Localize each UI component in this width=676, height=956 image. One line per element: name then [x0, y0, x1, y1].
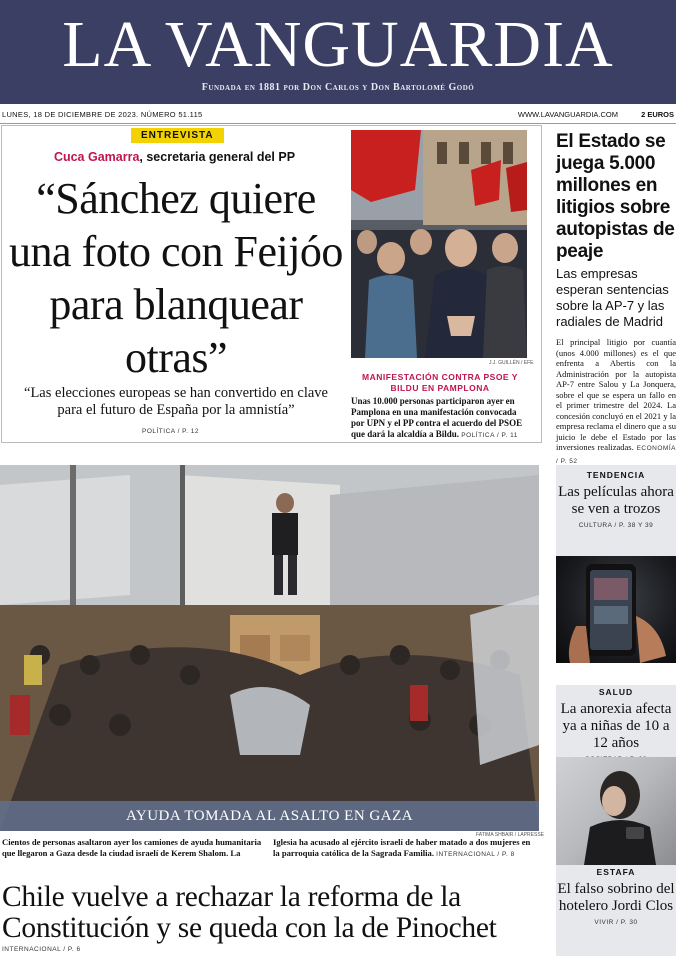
interview-story[interactable]	[1, 125, 542, 443]
demonstration-headline[interactable]: MANIFESTACIÓN CONTRA PSOE Y BILDU EN PAMPLONA	[362, 372, 518, 393]
tolls-text: El principal litigio por cuantía (unos 4.000 millones) es el que enfrenta a Abertis con la Administración por la autopista AP-7 entre Salou y La Jonquera, sobre el que se espera un fallo en el primer trimestre del 2024. La concesión concluyó en el 2021 y la empresa reclama el dinero que a su juicio le debe el Estado por las inversiones realizadas.	[556, 337, 676, 452]
scam-label: ESTAFA	[596, 867, 636, 877]
gaza-text-col2	[273, 837, 539, 860]
interview-headline[interactable]: “Sánchez quiere una foto con Feijóo para blanquear otras”	[9, 174, 343, 382]
health-label: SALUD	[598, 687, 634, 697]
woman-phone-photo[interactable]	[556, 757, 676, 865]
phone-photo-art	[556, 556, 676, 663]
demonstration-photo[interactable]	[351, 130, 527, 358]
gaza-photo[interactable]	[0, 465, 539, 831]
health-headline[interactable]: La anorexia afecta ya a niñas de 10 a 12 años	[560, 701, 672, 751]
chile-headline[interactable]: Chile vuelve a rechazar la reforma de la Constitución y se queda con la de Pinochet	[2, 881, 497, 944]
scam-page-ref[interactable]: VIVIR / P. 30	[594, 919, 638, 926]
demonstration-text	[351, 396, 529, 441]
founded-line: Fundada en 1881 por Don Carlos y Don Bartolomé Godó	[201, 82, 475, 93]
gaza-photo-art	[0, 465, 539, 831]
demonstration-photo-credit: J.J. GUILLÉN / EFE	[489, 360, 534, 366]
newspaper-logo[interactable]: LA VANGUARDIA	[62, 8, 614, 81]
interview-subject	[2, 150, 347, 164]
woman-photo-art	[556, 757, 676, 865]
masthead	[0, 0, 676, 104]
price: 2 EUROS	[641, 110, 674, 119]
trend-label: TENDENCIA	[586, 470, 646, 480]
gaza-text-col1: Cientos de personas asaltaron ayer los camiones de ayuda humanitaria que llegaron a Gaza desde la ciudad israelí de Kerem Shalom. La	[2, 837, 262, 858]
chile-page-ref[interactable]: INTERNACIONAL / P. 6	[2, 946, 81, 953]
issue-date: LUNES, 18 DE DICIEMBRE DE 2023. NÚMERO 51.115	[2, 110, 203, 119]
tolls-body	[556, 337, 676, 467]
scam-box[interactable]	[556, 865, 676, 956]
subject-name: Cuca Gamarra	[53, 150, 140, 164]
interview-page-ref[interactable]: POLÍTICA / P. 12	[142, 428, 200, 435]
health-box[interactable]	[556, 685, 676, 757]
dateline	[0, 106, 676, 124]
scam-headline[interactable]: El falso sobrino del hotelero Jordi Clos	[557, 881, 675, 914]
gaza-photo-credit: FATIMA SHBAIR / LAPRESSE	[476, 832, 544, 838]
trend-box[interactable]	[556, 465, 676, 556]
interview-tag: ENTREVISTA	[131, 128, 224, 143]
demonstration-photo-art	[351, 130, 527, 358]
gaza-page-ref[interactable]: INTERNACIONAL / P. 8	[436, 851, 515, 858]
gaza-caption[interactable]: AYUDA TOMADA AL ASALTO EN GAZA	[0, 801, 539, 831]
interview-subquote: “Las elecciones europeas se han convertido en clave para el futuro de España por la amnistía”	[24, 385, 328, 418]
gaza-text-col2-body: Iglesia ha acusado al ejército israelí de haber matado a dos mujeres en la parroquia católica de la Sagrada Familia.	[273, 837, 531, 858]
trend-page-ref[interactable]: CULTURA / P. 38 Y 39	[578, 522, 654, 529]
tolls-subheadline: Las empresas esperan sentencias sobre la AP-7 y las radiales de Madrid	[556, 266, 669, 329]
tolls-page-ref[interactable]: ECONOMÍA / P. 52	[556, 445, 676, 465]
phone-photo[interactable]	[556, 556, 676, 663]
tolls-headline[interactable]: El Estado se juega 5.000 millones en litigios sobre autopistas de peaje	[556, 131, 675, 262]
subject-role: , secretaria general del PP	[139, 150, 296, 164]
trend-headline[interactable]: Las películas ahora se ven a trozos	[558, 484, 674, 517]
demonstration-body: Unas 10.000 personas participaron ayer en Pamplona en una manifestación convocada por UPN y el PP contra el acuerdo del PSOE que dará la alcaldía a Bildu.	[351, 396, 523, 439]
demonstration-page-ref[interactable]: POLÍTICA / P. 11	[461, 432, 518, 439]
website-link[interactable]: WWW.LAVANGUARDIA.COM	[517, 110, 618, 119]
